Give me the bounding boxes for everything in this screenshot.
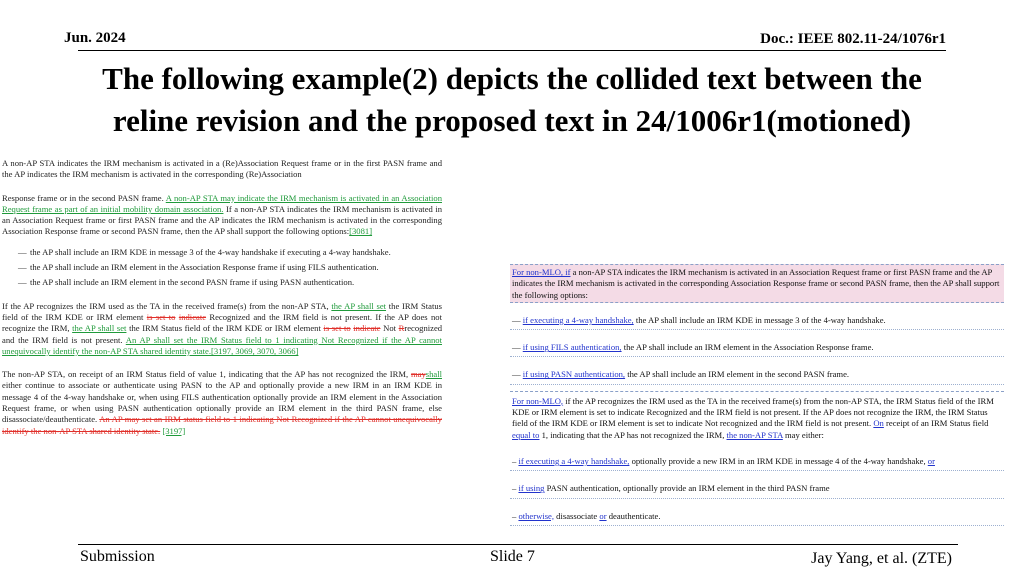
proposed-text-excerpt — [510, 264, 1004, 528]
slide-title-line-2: reline revision and the proposed text in 24/1006r1(motioned) — [112, 103, 912, 138]
deleted-text: is set to — [146, 311, 176, 322]
left-paragraph-1: A non-AP STA indicates the IRM mechanism is activated in a (Re)Association Request frame or in the first PASN frame and the AP indicates the IRM mechanism is activated in the corresponding (Re)Association — [2, 158, 442, 180]
slide-title — [40, 58, 984, 142]
highlighted-paragraph: For non-MLO, if a non-AP STA indicates the IRM mechanism is activated in an Association Request frame or first PASN frame and the AP indicates the IRM mechanism is activated in the corresponding Association Response frame or second PASN frame, then the AP shall support the following options: — [510, 264, 1004, 303]
left-bullet-1: — the AP shall include an IRM KDE in message 3 of the 4-way handshake if executing a 4-way handshake. — [18, 246, 391, 257]
baseline-text-excerpt — [2, 158, 442, 542]
right-option-1: — if executing a 4-way handshake, the AP shall include an IRM KDE in message 3 of the 4-way handshake. — [510, 311, 1004, 330]
left-bullet-3: — the AP shall include an IRM element in the second PASN frame if using PASN authentication. — [18, 277, 355, 288]
left-bullet-2: — the AP shall include an IRM element in the Association Response frame if using FILS authentication. — [18, 262, 379, 273]
right-paragraph-2: For non-MLO, if the AP recognizes the IRM used as the TA in the received frame(s) from the non-AP STA, the IRM Status field of the IRM KDE or IRM element is set to indicate Recognized and the IRM field is not present. If the AP does not recognize the IRM, the IRM Status field of the IRM KDE or IRM element is set to indicate Not recognized and the IRM field is not present. On receipt of an IRM Status field equal to 1, indicating that the AP has not recognized the IRM, the non-AP STA may either: — [510, 391, 1004, 444]
reference-tag: [3081] — [349, 226, 373, 237]
right-list-3: – otherwise, disassociate or deauthenticate. — [510, 507, 1004, 526]
footer-submission: Submission — [80, 548, 155, 565]
header-divider — [78, 50, 946, 51]
right-list-1: – if executing a 4-way handshake, optionally provide a new IRM in an IRM KDE in message 4 of the 4-way handshake, or — [510, 452, 1004, 471]
reference-tag: [3197, 3069, 3070, 3066] — [211, 345, 299, 356]
right-option-3: — if using PASN authentication, the AP shall include an IRM element in the second PASN frame. — [510, 365, 1004, 384]
footer-divider — [78, 544, 958, 545]
left-paragraph-2: Response frame or in the second PASN frame. A non-AP STA may indicate the IRM mechanism is activated in an Association Request frame as part of an initial mobility domain association. If a non-AP STA indicates the IRM mechanism is activated in an Association Request frame or first PASN frame and the AP indicates the IRM mechanism is activated in the corresponding Association Response frame or second PASN frame, then the AP shall support the following options:[3081] — [2, 192, 442, 237]
left-paragraph-3: If the AP recognizes the IRM used as the TA in the received frame(s) from the non-AP STA, the AP shall set the IRM Status field of the IRM KDE or IRM element is set to indicate Recognized and the IRM field is not present. If the AP does not recognize the IRM, the AP shall set the IRM Status field of the IRM KDE or IRM element is set to indicate Not Rrecognized and the IRM field is not present. An AP shall set the IRM Status field to 1 indicating Not Recognized if the AP cannot unequivocally identify the non-AP STA shared identity state.[3197, 3069, 3070, 3066] — [2, 300, 442, 356]
left-paragraph-4: The non-AP STA, on receipt of an IRM Status field of value 1, indicating that the AP has not recognized the IRM, mayshall either continue to associate or authenticate using PASN to the AP and optionally provide a new IRM in an IRM KDE in message 4 of the 4-way handshake or, when using FILS authentication optionally provide an IRM element in the Association Request frame, or when using PASN authentication optionally provide an IRM element in the third PASN frame, else disassociate/deauthenticate. An AP may set an IRM status field to 1 indicating Not Recognized if the AP cannot unequivocally identify the non-AP STA shared identity state. [3197] — [2, 369, 442, 436]
header-date: Jun. 2024 — [64, 30, 126, 46]
reference-tag: [3197] — [162, 425, 186, 436]
header-doc-id: Doc.: IEEE 802.11-24/1076r1 — [760, 31, 946, 47]
footer-authors: Jay Yang, et al. (ZTE) — [811, 550, 952, 567]
slide-number: Slide 7 — [490, 548, 535, 565]
right-list-2: – if using PASN authentication, optionally provide an IRM element in the third PASN frame — [510, 479, 1004, 498]
slide-title-line-1: The following example(2) depicts the collided text between the — [102, 61, 922, 96]
right-option-2: — if using FILS authentication, the AP shall include an IRM element in the Association Response frame. — [510, 338, 1004, 357]
inserted-text: A non-AP STA may indicate the IRM mechanism is activated in an Association Request frame as part of an initial mobility domain association. — [2, 192, 442, 214]
